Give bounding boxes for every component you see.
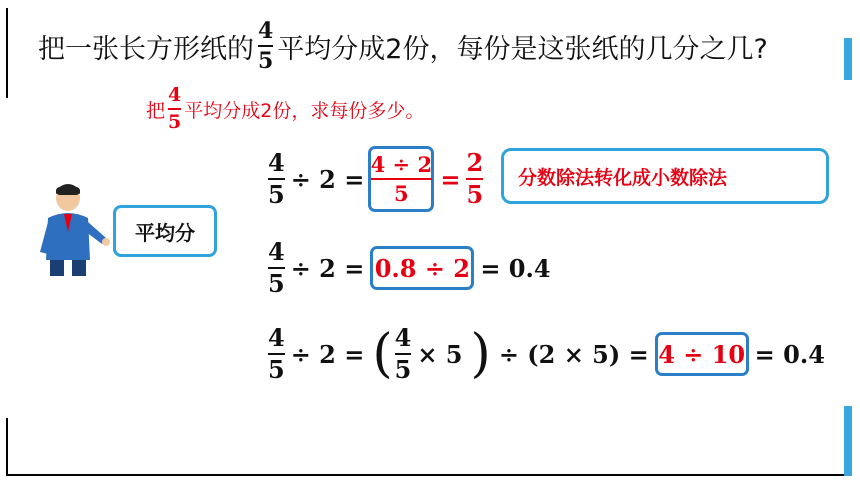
eq3-divide: ÷ 2 = [290,339,365,369]
eq1-divide: ÷ 2 = [290,164,365,194]
eq2-lhs-fraction [268,237,285,298]
restatement [146,86,424,132]
question-fraction [258,20,273,72]
equation-2 [268,237,557,298]
eq3-close-paren: ) [470,324,491,384]
right-accent-bottom [844,406,852,476]
denominator: 5 [268,355,285,384]
left-border-bottom [6,418,8,476]
eq1-lhs-fraction [268,148,285,209]
numerator: 4 [268,323,285,352]
numerator: 4 [258,18,274,44]
eq2-boxed-text: 0.8 ÷ 2 [374,253,470,283]
restatement-before: 把 [146,99,166,122]
right-accent-top [844,38,852,80]
eq1-boxed-fraction [368,146,434,212]
question-title [38,20,768,72]
denominator: 5 [268,269,285,298]
eq1-result-fraction [466,148,484,209]
denominator: 5 [394,355,412,384]
restatement-fraction [168,86,181,132]
fraction-bar [258,45,273,47]
denominator: 5 [168,111,182,133]
method-note-box [501,148,829,204]
eq2-boxed-expression [370,246,474,290]
method-note: 分数除法转化成小数除法 [518,166,728,189]
student-avatar-icon [30,182,110,278]
left-border-top [6,8,8,98]
denominator: 5 [466,180,484,209]
fraction-bar [371,178,432,180]
question-text-after: 平均分成2份，每份是这张纸的几分之几? [277,33,768,65]
denominator: 5 [394,181,409,206]
equation-3 [268,323,831,384]
average-label-box [113,205,217,257]
eq3-lhs-fraction [268,323,285,384]
numerator: 4 [268,237,285,266]
eq1-equals: = [440,164,461,194]
bottom-border [6,474,852,476]
average-label: 平均分 [135,220,195,245]
equation-1 [268,146,483,212]
numerator: 4 [394,323,412,352]
numerator: 4 [168,84,182,106]
eq3-boxed-text: 4 ÷ 10 [658,339,746,369]
eq2-result: = 0.4 [480,253,551,283]
eq3-result: = 0.4 [754,339,825,369]
fraction-bar [168,108,181,110]
question-text-before: 把一张长方形纸的 [38,33,254,65]
eq3-open-paren: ( [372,324,393,384]
restatement-after: 平均分成2份，求每份多少。 [184,99,425,122]
numerator: 4 [268,148,285,177]
denominator: 5 [268,180,285,209]
numerator: 4 ÷ 2 [370,152,433,177]
eq3-middle: ÷ (2 × 5) = [498,339,649,369]
numerator: 2 [466,148,484,177]
eq3-inner-fraction [394,323,412,384]
eq3-times: × 5 [417,339,463,369]
eq3-boxed-expression [655,332,749,376]
denominator: 5 [258,48,274,74]
eq2-divide: ÷ 2 = [290,253,365,283]
